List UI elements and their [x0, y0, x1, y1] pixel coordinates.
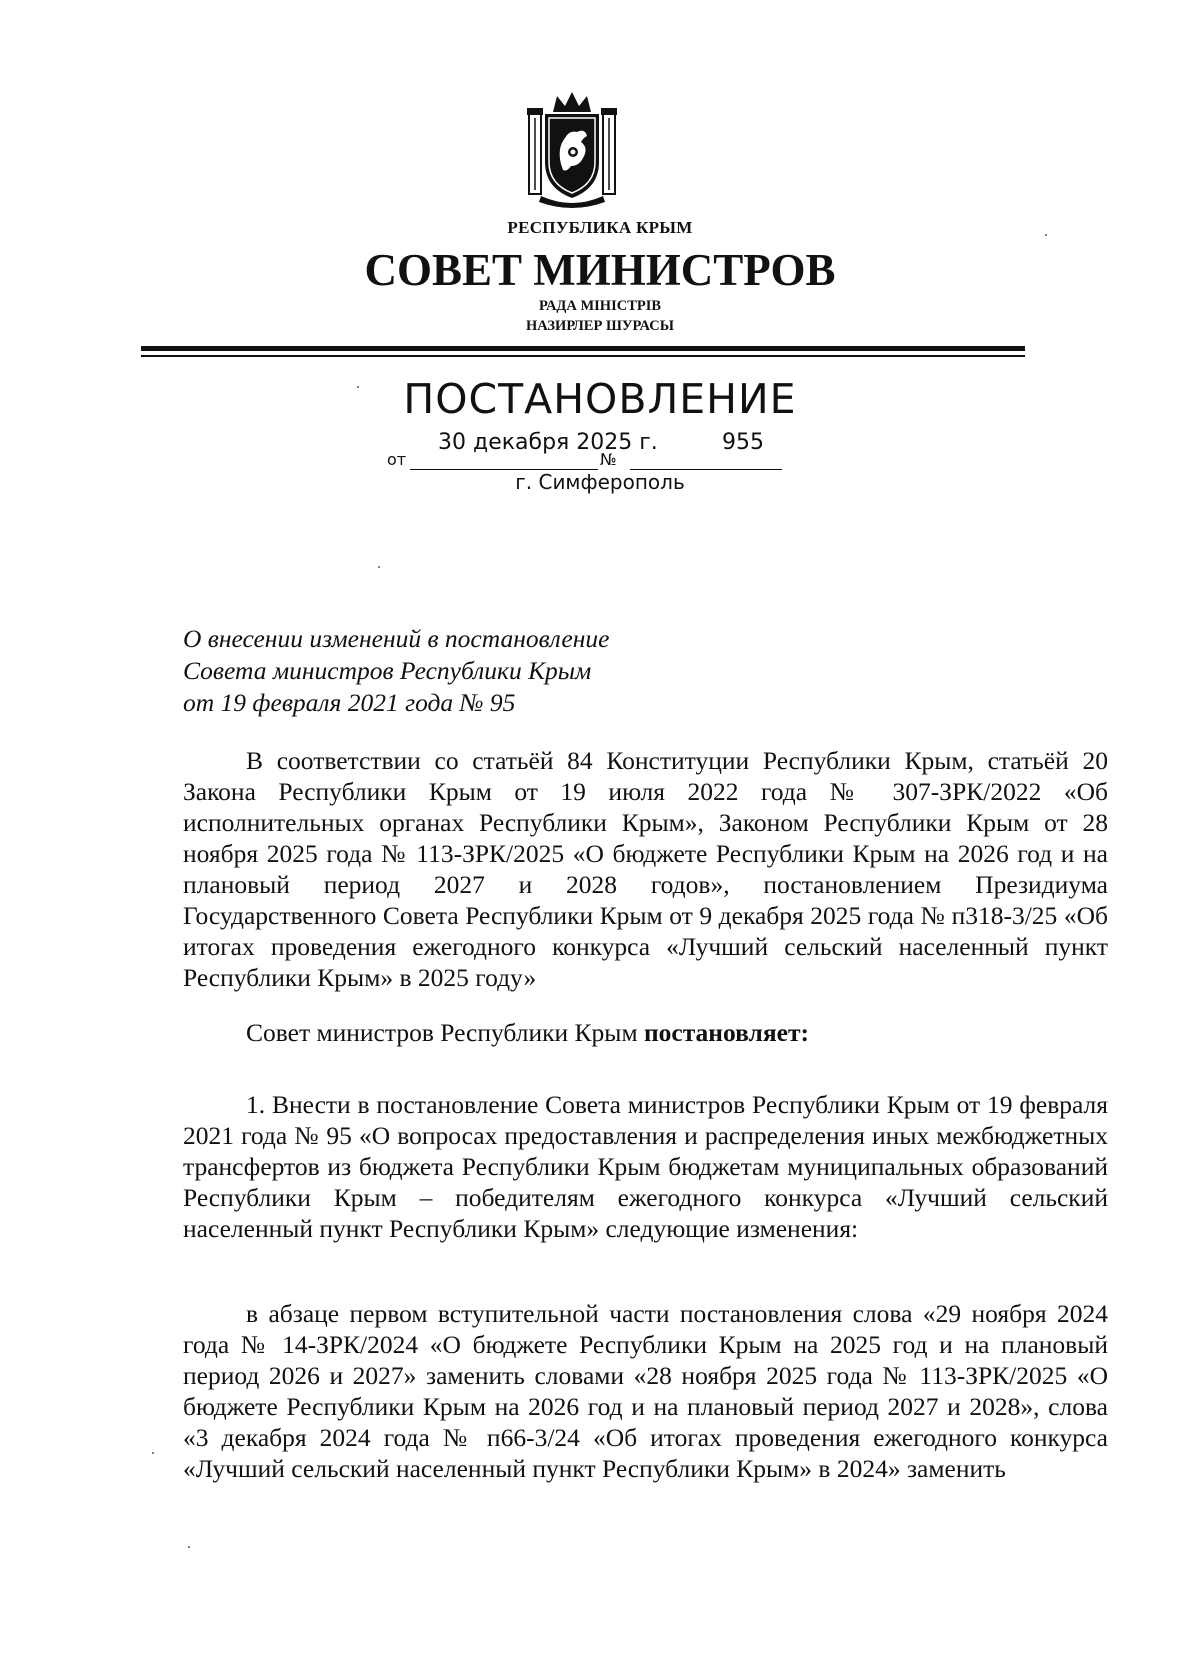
scan-speck — [357, 386, 359, 388]
city-name: г. Симферополь — [515, 470, 685, 494]
document-subject — [183, 623, 609, 719]
scan-speck — [188, 1546, 190, 1548]
subject-line: О внесении изменений в постановление — [183, 624, 610, 653]
scan-speck — [152, 1452, 154, 1454]
crimea-coat-of-arms-icon — [527, 92, 617, 210]
subject-line: Совета министров Республики Крым — [183, 656, 592, 685]
header-rule-thick — [141, 346, 1025, 351]
header-rule-thin — [141, 355, 1025, 357]
council-name-crimean-tatar: НАЗИРЛЕР ШУРАСЫ — [526, 318, 674, 334]
document-number: 955 — [722, 430, 764, 455]
date-prefix-label: от — [387, 450, 407, 469]
resolves-paragraph — [183, 1017, 1108, 1048]
item-1-subparagraph: в абзаце первом вступительной части постановления слова «29 ноября 2024 года № 14-ЗРК/2024 «О бюджете Республики Крым на 2025 год и на плановый период 2026 и 2027» заменить словами «28 ноября 2025 года № 113-ЗРК/2025 «О бюджете Республики Крым на 2026 год и на плановый период 2027 и 2028», слова «3 декабря 2024 года № п66-3/24 «Об итогах проведения ежегодного конкурса «Лучший сельский населенный пункт Республики Крым» в 2024» заменить — [183, 1299, 1108, 1483]
resolves-prefix: Совет министров Республики Крым — [246, 1018, 644, 1047]
number-label: № — [600, 450, 617, 469]
council-name: СОВЕТ МИНИСТРОВ — [364, 245, 836, 295]
republic-name: РЕСПУБЛИКА КРЫМ — [507, 218, 693, 237]
council-name-ukrainian: РАДА МІНІСТРІВ — [538, 298, 662, 314]
document-type-title: ПОСТАНОВЛЕНИЕ — [403, 375, 797, 423]
scan-speck — [378, 566, 380, 568]
preamble-paragraph: В соответствии со статьёй 84 Конституции Республики Крым, статьёй 20 Закона Республики Крым от 19 июля 2022 года № 307-ЗРК/2022 «Об исполнительных органах Республики Крым», Законом Республики Крым от 28 ноября 2025 года № 113-ЗРК/2025 «О бюджете Республики Крым на 2026 год и на плановый период 2027 и 2028 годов», постановлением Президиума Государственного Совета Республики Крым от 9 декабря 2025 года № п318-3/25 «Об итогах проведения ежегодного конкурса «Лучший сельский населенный пункт Республики Крым» в 2025 году» — [183, 746, 1108, 992]
date-number-line — [0, 430, 1200, 470]
scan-speck — [1045, 234, 1047, 236]
subject-line: от 19 февраля 2021 года № 95 — [183, 688, 516, 717]
resolves-keyword: постановляет: — [643, 1018, 809, 1047]
document-date: 30 декабря 2025 г. — [438, 430, 658, 455]
item-1-paragraph: 1. Внести в постановление Совета министров Республики Крым от 19 февраля 2021 года № 95 «О вопросах предоставления и распределения иных межбюджетных трансфертов из бюджета Республики Крым бюджетам муниципальных образований Республики Крым – победителям ежегодного конкурса «Лучший сельский населенный пункт Республики Крым» следующие изменения: — [183, 1090, 1108, 1243]
